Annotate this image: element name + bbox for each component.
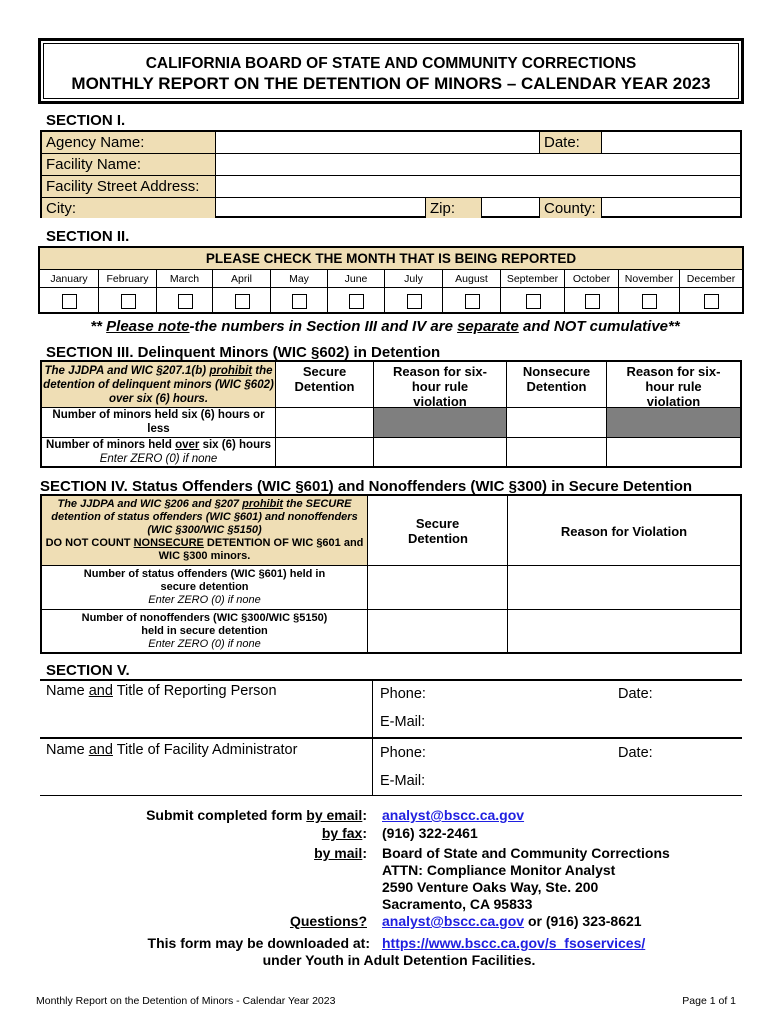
row-hint: Enter ZERO (0) if none bbox=[148, 638, 261, 650]
row-label-text: six (6) hours bbox=[199, 439, 271, 451]
date-field[interactable] bbox=[602, 132, 740, 154]
intro-text: the detention of delinquent minors (WIC §602) over six (6) hours. bbox=[43, 365, 274, 405]
questions-label bbox=[290, 913, 367, 929]
county-label: County: bbox=[540, 198, 602, 218]
row-label: Number of minors held six (6) hours or less bbox=[52, 409, 265, 435]
intro-text: prohibit bbox=[209, 365, 253, 377]
administrator-phone-label: Phone: bbox=[380, 745, 426, 761]
section2-label: SECTION II. bbox=[46, 228, 130, 245]
col-secure-detention: Secure Detention bbox=[276, 362, 374, 408]
month-april bbox=[213, 270, 271, 314]
section5-label: SECTION V. bbox=[46, 662, 130, 679]
label-text: : bbox=[362, 807, 367, 823]
col-reason-six-hour-2: Reason for six-hour rule violation bbox=[607, 362, 740, 408]
disabled-cell bbox=[374, 408, 507, 438]
month-checkbox[interactable] bbox=[526, 294, 541, 309]
intro-text: the SECURE detention of status offenders (WIC §601) and nonoffenders (WIC §300/WIC §5150) bbox=[51, 498, 358, 536]
row-hint: Enter ZERO (0) if none bbox=[148, 594, 261, 606]
month-checkbox[interactable] bbox=[62, 294, 77, 309]
col-nonsecure-detention: Nonsecure Detention bbox=[507, 362, 607, 408]
month-checkbox[interactable] bbox=[235, 294, 250, 309]
nonsecure-six-or-less-field[interactable] bbox=[507, 408, 607, 438]
download-link[interactable]: https://www.bscc.ca.gov/s_fsoservices/ bbox=[382, 935, 646, 951]
row-nonoffenders bbox=[42, 610, 368, 652]
intro-italic bbox=[42, 498, 367, 537]
secure-six-or-less-field[interactable] bbox=[276, 408, 374, 438]
label-text: Name bbox=[46, 683, 89, 699]
month-label: August bbox=[443, 270, 500, 288]
reporting-person-label bbox=[46, 683, 277, 699]
form-title-box bbox=[38, 38, 744, 104]
footer-title: Monthly Report on the Detention of Minors - Calendar Year 2023 bbox=[36, 995, 336, 1007]
month-december bbox=[680, 270, 742, 314]
month-label: January bbox=[40, 270, 98, 288]
administrator-email-label: E-Mail: bbox=[380, 773, 426, 789]
agency-name-label: Agency Name: bbox=[42, 132, 216, 154]
zip-label: Zip: bbox=[426, 198, 482, 218]
label-text: : bbox=[362, 845, 367, 861]
month-may bbox=[271, 270, 328, 314]
row-label bbox=[42, 438, 275, 452]
mail-address-line1: Board of State and Community Corrections bbox=[382, 845, 670, 861]
administrator-date-label: Date: bbox=[618, 745, 653, 761]
page-number: Page 1 of 1 bbox=[682, 995, 736, 1007]
month-label: December bbox=[680, 270, 742, 288]
section1-label: SECTION I. bbox=[46, 112, 126, 129]
agency-name-field[interactable] bbox=[216, 132, 540, 154]
intro-text: prohibit bbox=[242, 498, 284, 510]
month-february bbox=[99, 270, 157, 314]
note-text: Please note bbox=[106, 318, 190, 335]
month-label: May bbox=[271, 270, 327, 288]
section3-table bbox=[40, 360, 742, 468]
month-selector bbox=[38, 246, 744, 314]
label-text: by email bbox=[306, 807, 363, 823]
label-text: Name bbox=[46, 742, 89, 758]
facility-name-label: Facility Name: bbox=[42, 154, 216, 176]
note-text: and NOT cumulative** bbox=[518, 318, 680, 335]
month-checkbox[interactable] bbox=[121, 294, 136, 309]
intro-warning bbox=[42, 537, 367, 563]
row-held-over-six bbox=[42, 438, 276, 466]
month-checkbox[interactable] bbox=[704, 294, 719, 309]
submit-fax-number: (916) 322-2461 bbox=[382, 825, 478, 841]
zip-field[interactable] bbox=[482, 198, 540, 218]
mail-address-line3: 2590 Venture Oaks Way, Ste. 200 bbox=[382, 879, 599, 895]
month-checkbox[interactable] bbox=[585, 294, 600, 309]
row-label-text: Number of minors held bbox=[46, 439, 176, 451]
label-text: and bbox=[88, 742, 113, 758]
label-text: by mail bbox=[314, 845, 363, 861]
status-offenders-secure-field[interactable] bbox=[368, 566, 508, 610]
submit-by-fax-label bbox=[322, 825, 367, 841]
month-checkbox[interactable] bbox=[407, 294, 422, 309]
month-august bbox=[443, 270, 501, 314]
month-selector-header: PLEASE CHECK THE MONTH THAT IS BEING REPORTED bbox=[40, 248, 742, 270]
secure-over-six-field[interactable] bbox=[276, 438, 374, 466]
month-checkbox[interactable] bbox=[178, 294, 193, 309]
note-text: separate bbox=[457, 318, 519, 335]
row-label: Number of status offenders (WIC §601) held in secure detention bbox=[83, 568, 326, 593]
download-note: under Youth in Adult Detention Facilities. bbox=[262, 952, 536, 968]
section4-table bbox=[40, 494, 742, 654]
mail-address-line4: Sacramento, CA 95833 bbox=[382, 896, 533, 912]
mail-address-line2: ATTN: Compliance Monitor Analyst bbox=[382, 862, 616, 878]
intro-text: DO NOT COUNT bbox=[45, 537, 134, 549]
month-label: March bbox=[157, 270, 212, 288]
label-text: Title of Reporting Person bbox=[112, 683, 277, 699]
questions-email-link[interactable]: analyst@bscc.ca.gov bbox=[382, 913, 525, 929]
nonsecure-reason-field[interactable] bbox=[607, 438, 740, 466]
month-label: October bbox=[565, 270, 618, 288]
reporting-date-label: Date: bbox=[618, 686, 653, 702]
reporting-phone-label: Phone: bbox=[380, 686, 426, 702]
nonoffenders-secure-field[interactable] bbox=[368, 610, 508, 652]
month-march bbox=[157, 270, 213, 314]
divider bbox=[40, 737, 742, 739]
month-label: February bbox=[99, 270, 156, 288]
form-title: MONTHLY REPORT ON THE DETENTION OF MINORS – CALENDAR YEAR 2023 bbox=[71, 74, 711, 93]
row-label: Number of nonoffenders (WIC §300/WIC §5150) held in secure detention bbox=[81, 612, 328, 637]
row-status-offenders bbox=[42, 566, 368, 610]
month-september bbox=[501, 270, 565, 314]
submit-by-mail-label bbox=[314, 845, 367, 861]
month-october bbox=[565, 270, 619, 314]
county-field[interactable] bbox=[602, 198, 740, 218]
row-hint: Enter ZERO (0) if none bbox=[99, 453, 218, 465]
row-label-text: over bbox=[175, 439, 200, 451]
month-label: November bbox=[619, 270, 679, 288]
form-title-agency: CALIFORNIA BOARD OF STATE AND COMMUNITY CORRECTIONS bbox=[145, 55, 637, 72]
label-text: Questions? bbox=[289, 913, 367, 929]
nonsecure-over-six-field[interactable] bbox=[507, 438, 607, 466]
month-label: June bbox=[328, 270, 384, 288]
section3-label: SECTION III. Delinquent Minors (WIC §602) in Detention bbox=[46, 344, 441, 361]
month-label: September bbox=[501, 270, 564, 288]
col-reason-six-hour: Reason for six-hour rule violation bbox=[374, 362, 507, 408]
month-label: April bbox=[213, 270, 270, 288]
facility-street-label: Facility Street Address: bbox=[42, 176, 216, 198]
divider bbox=[40, 795, 742, 796]
label-text: and bbox=[88, 683, 113, 699]
section4-label: SECTION IV. Status Offenders (WIC §601) and Nonoffenders (WIC §300) in Secure Detention bbox=[40, 478, 693, 495]
label-text: Submit completed form bbox=[146, 807, 307, 823]
status-offenders-reason-field[interactable] bbox=[508, 566, 740, 610]
download-label: This form may be downloaded at: bbox=[147, 935, 370, 951]
facility-name-field[interactable] bbox=[216, 154, 740, 176]
month-november bbox=[619, 270, 680, 314]
disabled-cell bbox=[607, 408, 740, 438]
intro-text: The JJDPA and WIC §206 and §207 bbox=[57, 498, 243, 510]
note-text: -the numbers in Section III and IV are bbox=[189, 318, 458, 335]
secure-reason-field[interactable] bbox=[374, 438, 507, 466]
questions-contact bbox=[382, 913, 642, 929]
month-label: July bbox=[385, 270, 442, 288]
section1-table bbox=[40, 130, 742, 218]
intro-text: DETENTION OF WIC §601 and WIC §300 minors. bbox=[158, 537, 364, 562]
submit-by-email-label bbox=[146, 807, 367, 823]
note-text: ** bbox=[90, 318, 107, 335]
label-text: : bbox=[362, 825, 367, 841]
month-checkbox[interactable] bbox=[292, 294, 307, 309]
section3-intro bbox=[42, 362, 276, 408]
month-checkbox[interactable] bbox=[465, 294, 480, 309]
divider bbox=[40, 679, 742, 681]
label-text: by fax bbox=[321, 825, 363, 841]
city-label: City: bbox=[42, 198, 216, 218]
intro-text: NONSECURE bbox=[133, 537, 204, 549]
row-held-six-or-less bbox=[42, 408, 276, 438]
month-january bbox=[40, 270, 99, 314]
month-checkbox[interactable] bbox=[349, 294, 364, 309]
month-june bbox=[328, 270, 385, 314]
month-july bbox=[385, 270, 443, 314]
label-text: Title of Facility Administrator bbox=[112, 742, 298, 758]
nonoffenders-reason-field[interactable] bbox=[508, 610, 740, 652]
col-secure-detention: Secure Detention bbox=[368, 496, 508, 566]
cumulative-note bbox=[0, 318, 770, 335]
date-label: Date: bbox=[540, 132, 602, 154]
month-checkbox[interactable] bbox=[642, 294, 657, 309]
intro-text: The JJDPA and WIC §207.1(b) bbox=[44, 365, 210, 377]
submit-email-link[interactable]: analyst@bscc.ca.gov bbox=[382, 807, 525, 823]
col-reason-for-violation: Reason for Violation bbox=[508, 496, 740, 566]
reporting-email-label: E-Mail: bbox=[380, 714, 426, 730]
section4-intro bbox=[42, 496, 368, 566]
facility-street-field[interactable] bbox=[216, 176, 740, 198]
city-field[interactable] bbox=[216, 198, 426, 218]
questions-phone: or (916) 323-8621 bbox=[524, 913, 642, 929]
administrator-label bbox=[46, 742, 297, 758]
